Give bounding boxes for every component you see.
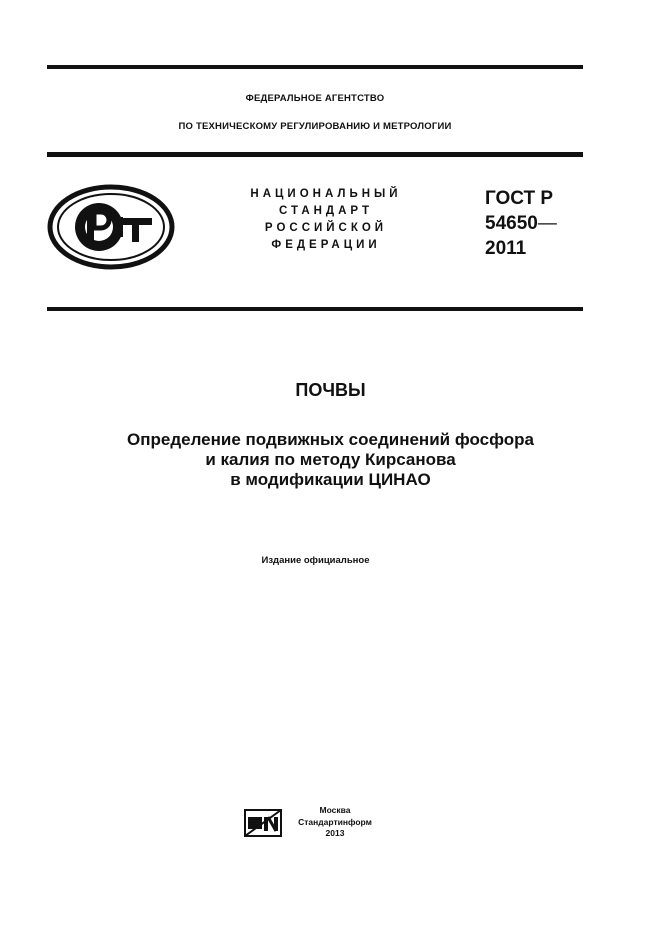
designation-number: 54650 [485,213,538,234]
section-rule [47,307,583,311]
document-subtitle [0,430,661,490]
designation-dash: — [537,213,557,234]
subtitle-line2: и калия по методу Кирсанова [205,450,456,469]
designation-prefix: ГОСТ Р [485,188,554,209]
publisher-city: Москва [319,805,351,815]
designation-year: 2011 [485,238,527,259]
publisher-year: 2013 [325,828,345,838]
subtitle-line1: Определение подвижных соединений фосфора [127,430,534,449]
gost-r-logo-icon [47,184,175,270]
header-rule [47,152,583,157]
publisher-block [295,805,375,840]
agency-name-line2: ПО ТЕХНИЧЕСКОМУ РЕГУЛИРОВАНИЮ И МЕТРОЛОГИИ [178,121,452,132]
subtitle-line3: в модификации ЦИНАО [230,470,431,489]
standard-type [232,186,420,254]
standartinform-logo-icon [244,809,282,837]
publisher-name: Стандартинформ [298,816,372,827]
standard-designation [485,186,557,261]
standard-type-line1: НАЦИОНАЛЬНЫЙ [250,188,402,200]
top-rule [47,65,583,69]
edition-label: Издание официальное [261,555,370,566]
standard-type-line4: ФЕДЕРАЦИИ [271,239,381,251]
standard-type-line2: СТАНДАРТ [279,205,373,217]
agency-name-line1: ФЕДЕРАЛЬНОЕ АГЕНТСТВО [245,93,385,104]
standard-type-line3: РОССИЙСКОЙ [264,222,388,234]
document-title: ПОЧВЫ [295,380,366,400]
